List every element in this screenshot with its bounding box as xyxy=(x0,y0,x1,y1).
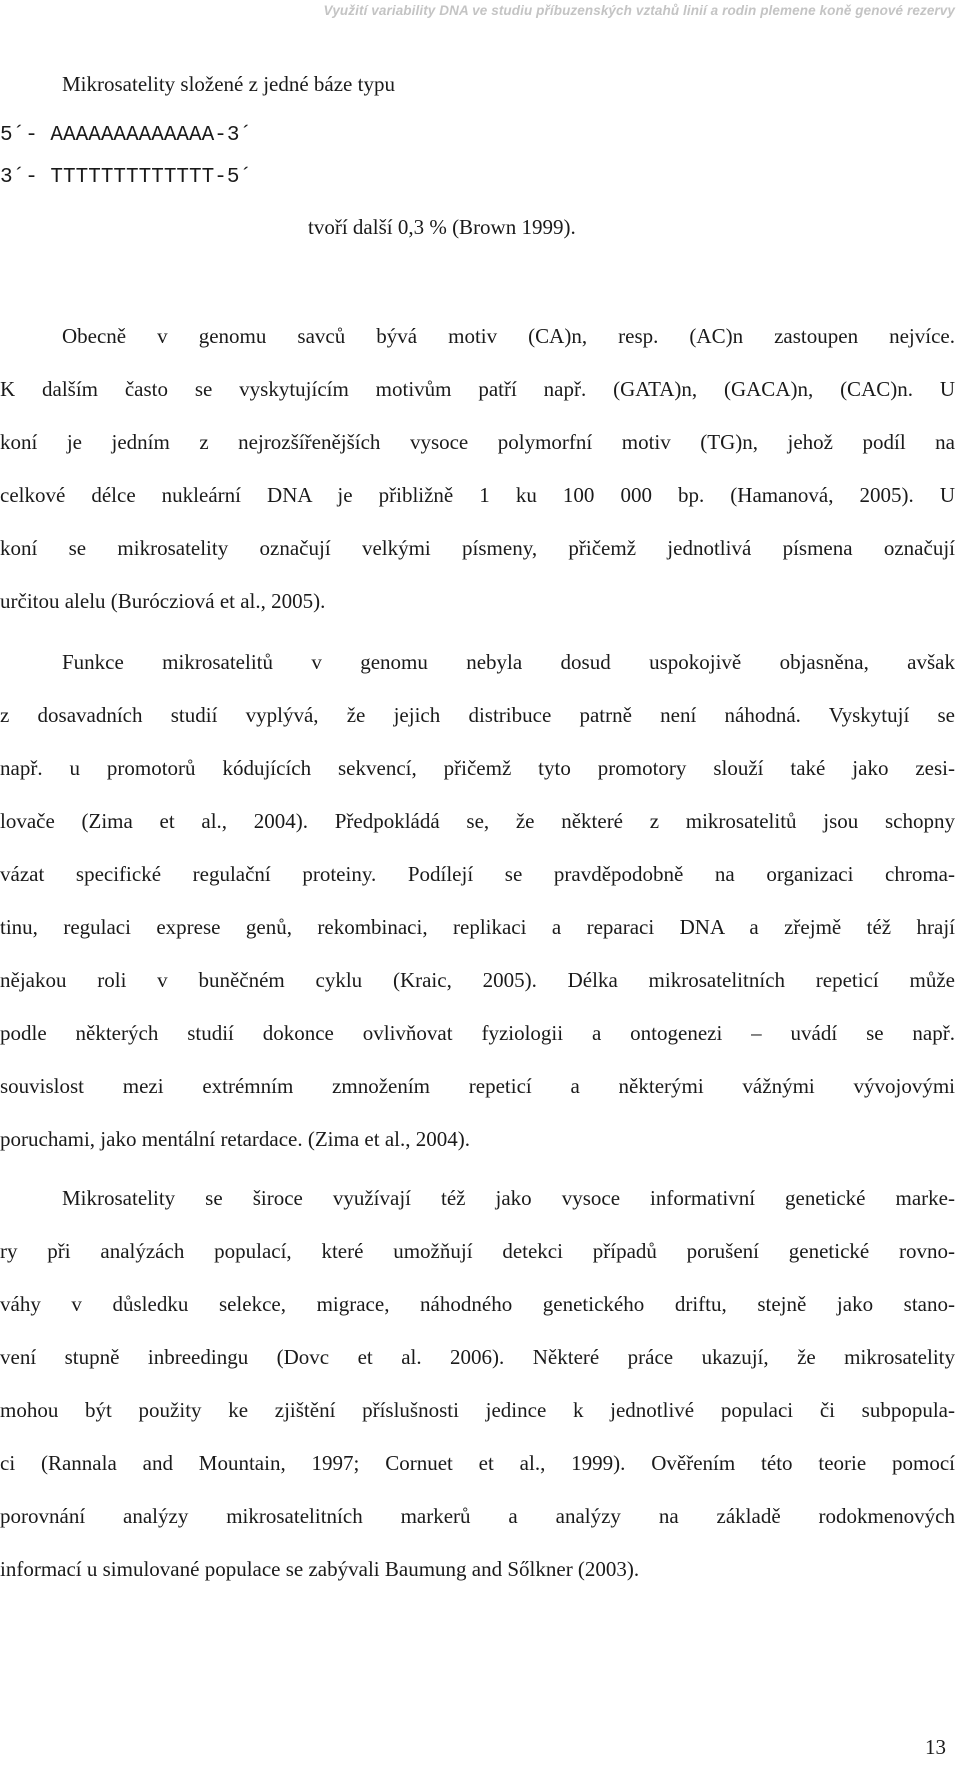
text-line: koní je jedním z nejrozšířenějších vysoce polymorfní motiv (TG)n, jehož podíl na xyxy=(0,430,955,454)
page-number: 13 xyxy=(925,1735,946,1759)
text-line: celkové délce nukleární DNA je přibližně 1 ku 100 000 bp. (Hamanová, 2005). U xyxy=(0,483,955,507)
sequence-line: 5´- AAAAAAAAAAAAA-3´ xyxy=(0,124,253,147)
text-line: K dalším často se vyskytujícím motivům patří např. (GATA)n, (GACA)n, (CAC)n. U xyxy=(0,377,955,401)
text-line: vení stupně inbreedingu (Dovc et al. 2006). Některé práce ukazují, že mikrosatelity xyxy=(0,1345,955,1369)
text-line: ry při analýzách populací, které umožňují detekci případů porušení genetické rovno- xyxy=(0,1239,955,1263)
text-line: mohou být použity ke zjištění příslušnosti jedince k jednotlivé populaci či subpopula- xyxy=(0,1398,955,1422)
text-line: poruchami, jako mentální retardace. (Zima et al., 2004). xyxy=(0,1127,470,1151)
text-line: Mikrosatelity se široce využívají též jako vysoce informativní genetické marke- xyxy=(62,1186,955,1210)
text-line: např. u promotorů kódujících sekvencí, přičemž tyto promotory slouží také jako zesi- xyxy=(0,756,955,780)
running-header: Využití variability DNA ve studiu příbuzenských vztahů linií a rodin plemene koně genové rezervy xyxy=(323,3,955,18)
text-line: ci (Rannala and Mountain, 1997; Cornuet et al., 1999). Ověřením této teorie pomocí xyxy=(0,1451,955,1475)
text-line: podle některých studií dokonce ovlivňovat fyziologii a ontogenezi – uvádí se např. xyxy=(0,1021,955,1045)
text-line: určitou alelu (Burócziová et al., 2005). xyxy=(0,589,326,613)
text-line: tinu, regulaci exprese genů, rekombinaci, replikaci a reparaci DNA a zřejmě též hrají xyxy=(0,915,955,939)
text-line: lovače (Zima et al., 2004). Předpokládá se, že některé z mikrosatelitů jsou schopny xyxy=(0,809,955,833)
text-line: z dosavadních studií vyplývá, že jejich distribuce patrně není náhodná. Vyskytují se xyxy=(0,703,955,727)
text-line: Funkce mikrosatelitů v genomu nebyla dosud uspokojivě objasněna, avšak xyxy=(62,650,955,674)
text-line: souvislost mezi extrémním zmnožením repeticí a některými vážnými vývojovými xyxy=(0,1074,955,1098)
text-line: vázat specifické regulační proteiny. Podílejí se pravděpodobně na organizaci chroma- xyxy=(0,862,955,886)
text-line: porovnání analýzy mikrosatelitních markerů a analýzy na základě rodokmenových xyxy=(0,1504,955,1528)
text-line: nějakou roli v buněčném cyklu (Kraic, 2005). Délka mikrosatelitních repeticí může xyxy=(0,968,955,992)
text-line: informací u simulované populace se zabývali Baumung and Sőlkner (2003). xyxy=(0,1557,640,1581)
text-line: koní se mikrosatelity označují velkými písmeny, přičemž jednotlivá písmena označují xyxy=(0,536,955,560)
sequence-line: 3´- TTTTTTTTTTTTT-5´ xyxy=(0,166,253,189)
text-line: tvoří další 0,3 % (Brown 1999). xyxy=(308,215,576,239)
text-line: Mikrosatelity složené z jedné báze typu xyxy=(62,72,395,96)
text-line: váhy v důsledku selekce, migrace, náhodného genetického driftu, stejně jako stano- xyxy=(0,1292,955,1316)
text-line: Obecně v genomu savců bývá motiv (CA)n, resp. (AC)n zastoupen nejvíce. xyxy=(62,324,955,348)
